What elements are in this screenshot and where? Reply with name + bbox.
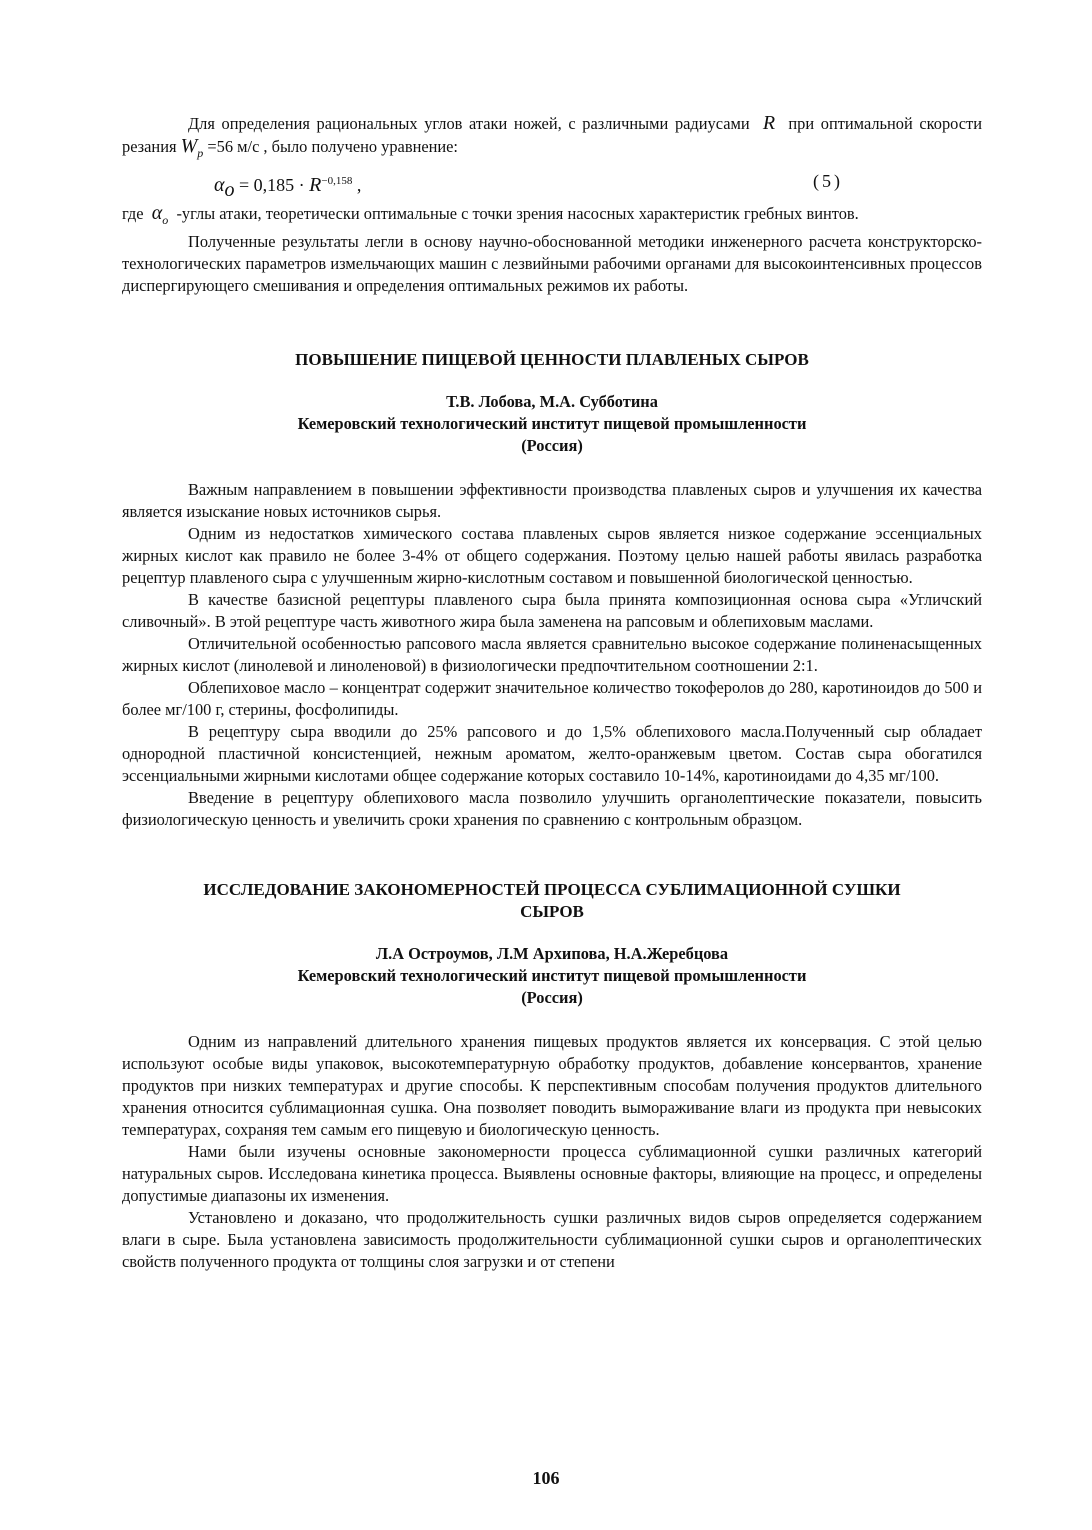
article2-title-line-1: ИССЛЕДОВАНИЕ ЗАКОНОМЕРНОСТЕЙ ПРОЦЕССА СУБЛИМАЦИОННОЙ СУШКИ: [203, 880, 901, 899]
article1-paragraph-4: Отличительной особенностью рапсового масла является сравнительно высокое содержание полиненасыщенных жирных кислот (линолевой и линоленовой) в физиологически предпочтительном соотношении 2:1.: [122, 634, 982, 675]
symbol-W-subscript: p: [197, 146, 204, 160]
intro-text-2a: где: [122, 204, 144, 223]
article2-title-line-2: СЫРОВ: [520, 902, 584, 921]
page-number: 106: [532, 1468, 560, 1488]
article2-institution: Кемеровский технологический институт пищевой промышленности: [297, 966, 807, 985]
article1-paragraph-6: В рецептуру сыра вводили до 25% рапсового и до 1,5% облепихового масла.Полученный сыр обладает однородной пластичной консистенцией, нежным ароматом, желто-оранжевым цветом. Состав сыра обогатился эссенциальными жирными кислотами общее содержание которых составило 10-14%, каротиноидами до 4,35 мг/100.: [122, 722, 982, 785]
intro-paragraph-3: Полученные результаты легли в основу научно-обоснованной методики инженерного расчета конструкторско-технологических параметров измельчающих машин с лезвийными рабочими органами для высокоинтенсивных процессов диспергирующего смешивания и определения оптимальных режимов их работы.: [122, 232, 982, 295]
intro-text-1b: при оптимальной скорости резания: [122, 114, 982, 156]
formula-alpha: α: [214, 174, 225, 196]
article1-country: (Россия): [521, 436, 583, 455]
intro-paragraph-1: [122, 112, 982, 164]
page-body: [122, 112, 982, 1273]
symbol-alpha: [151, 202, 169, 227]
formula-alpha-subscript: o: [224, 178, 235, 201]
article2-paragraph-2: Нами были изучены основные закономерности процесса сублимационной сушки различных категорий натуральных сыров. Исследована кинетика процесса. Выявлены основные факторы, влияющие на процесс, и определены допустимые диапазоны их изменения.: [122, 1142, 982, 1205]
article2-authors: Л.А Остроумов, Л.М Архипова, Н.А.Жеребцова: [375, 944, 729, 963]
article1-paragraph-7: Введение в рецептуру облепихового масла позволило улучшить органолептические показатели, повысить физиологическую ценность и увеличить сроки хранения по сравнению с контрольным образцом.: [122, 788, 982, 829]
symbol-alpha-letter: α: [151, 202, 163, 224]
equation-5-formula: [214, 170, 361, 203]
intro-text-2b: -углы атаки, теоретически оптимальные с точки зрения насосных характеристик гребных винтов.: [176, 204, 859, 223]
symbol-R: R: [762, 112, 776, 134]
formula-exponent: −0,158: [321, 175, 353, 187]
article1-paragraph-3: В качестве базисной рецептуры плавленого сыра была принята композиционная основа сыра «Угличский сливочный». В этой рецептуре часть животного жира была заменена на рапсовым и облепиховым маслами.: [122, 590, 982, 631]
article1-paragraph-1: Важным направлением в повышении эффективности производства плавленых сыров и улучшения их качества является изыскание новых источников сырья.: [122, 480, 982, 521]
formula-body: = 0,185 ·: [239, 175, 305, 195]
intro-paragraph-2: [122, 202, 982, 231]
symbol-alpha-subscript: o: [162, 213, 169, 227]
article2-paragraph-3: Установлено и доказано, что продолжительность сушки различных видов сыров определяется содержанием влаги в сыре. Была установлена зависимость продолжительности сублимационной сушки сыров и органолептических свойств полученного продукта от толщины слоя загрузки и от степени: [122, 1208, 982, 1271]
symbol-W-letter: W: [180, 135, 198, 157]
article1-paragraph-5: Облепиховое масло – концентрат содержит значительное количество токоферолов до 280, каротиноидов до 500 и более мг/100 г, стерины, фосфолипиды.: [122, 678, 982, 719]
intro-text-1c: =56 м/с , было получено уравнение:: [207, 137, 458, 156]
article2-title: [122, 879, 982, 923]
article1-institution: Кемеровский технологический институт пищевой промышленности: [297, 414, 807, 433]
formula-comma: ,: [356, 175, 362, 195]
article1-paragraph-2: Одним из недостатков химического состава плавленых сыров является низкое содержание эссенциальных жирных кислот как правило не более 3-4% от общего содержания. Поэтому целью нашей работы явилась разработка рецептур плавленого сыра с улучшенным жирно-кислотным составом и повышенной биологической ценностью.: [122, 524, 982, 587]
equation-5: [122, 166, 982, 202]
intro-text-1a: Для определения рациональных углов атаки ножей, с различными радиусами: [188, 114, 750, 133]
article1-title: ПОВЫШЕНИЕ ПИЩЕВОЙ ЦЕННОСТИ ПЛАВЛЕНЫХ СЫРОВ: [295, 350, 809, 369]
symbol-W: [180, 135, 204, 160]
article2-paragraph-1: Одним из направлений длительного хранения пищевых продуктов является их консервация. С этой целью используют особые виды упаковок, высокотемпературную обработку продуктов, добавление консервантов, хранение продуктов при низких температурах и другие способы. К перспективным способам получения продуктов длительного хранения относится сублимационная сушка. Она позволяет поводить вымораживание влаги из продукта при невысоких температурах, сохраняя тем самым его пищевую и биологическую ценность.: [122, 1032, 982, 1139]
formula-R: R: [309, 174, 322, 196]
equation-number: (5): [813, 171, 843, 191]
article1-authors: Т.В. Лобова, М.А. Субботина: [446, 392, 658, 411]
article2-country: (Россия): [521, 988, 583, 1007]
